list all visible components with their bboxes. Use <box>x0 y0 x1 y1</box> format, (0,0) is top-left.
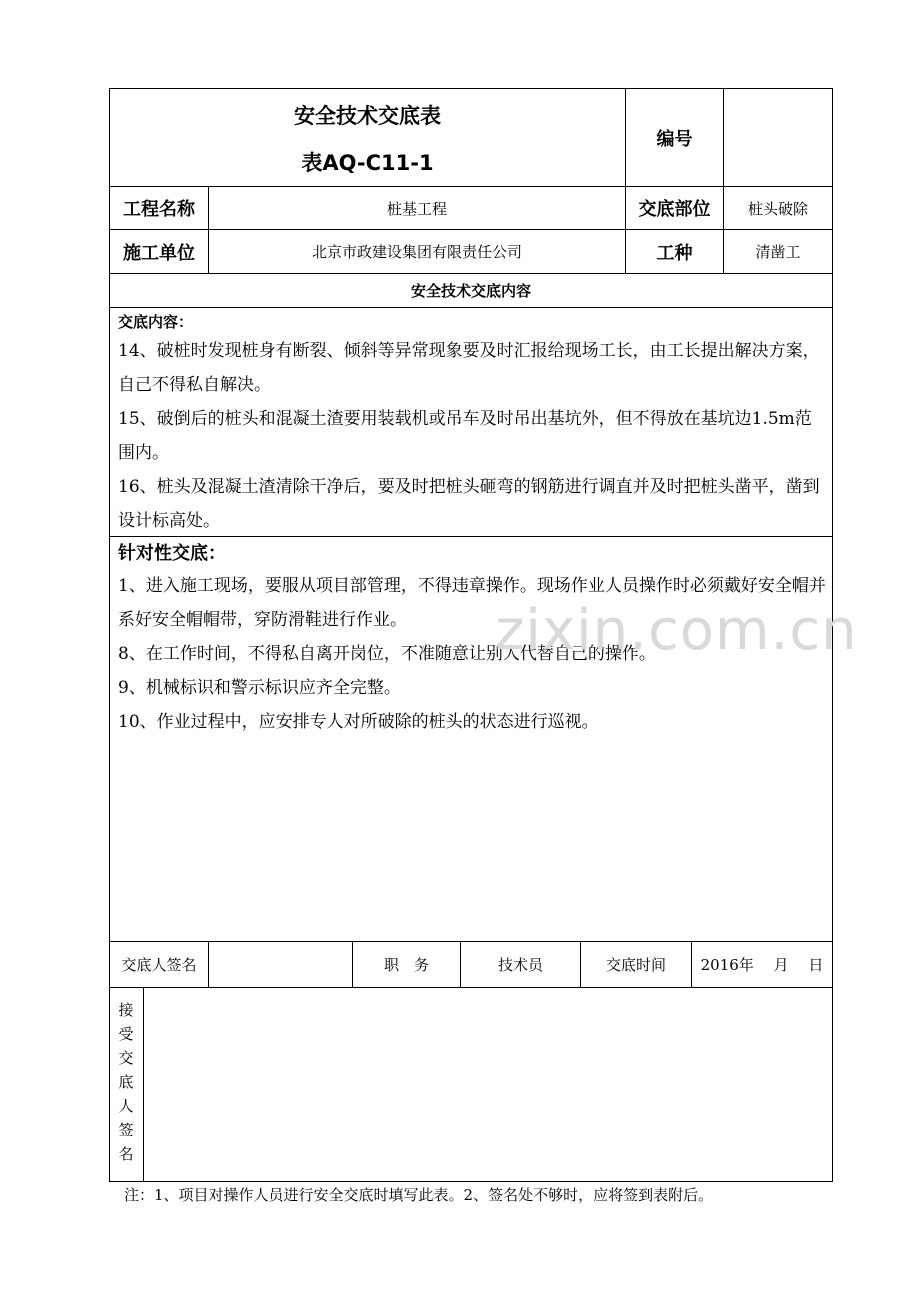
disclosure-part-label: 交底部位 <box>638 199 711 220</box>
targeted-paragraph: 9、机械标识和警示标识应齐全完整。 <box>118 678 401 698</box>
receiver-label-char: 签 <box>118 1121 134 1139</box>
signer-label: 交底人签名 <box>121 956 197 974</box>
table-border-bottom <box>109 1181 833 1182</box>
receiver-label <box>116 998 136 1166</box>
receiver-label-char: 人 <box>118 1097 134 1115</box>
content-paragraph: 15、破倒后的桩头和混凝土渣要用装载机或吊车及时吊出基坑外，但不得放在基坑边1.5m范围内。 <box>118 409 812 463</box>
trade-value[interactable]: 清凿工 <box>755 243 801 261</box>
content-label: 交底内容： <box>118 313 194 331</box>
number-label: 编号 <box>656 128 693 150</box>
receiver-signature-area[interactable] <box>144 988 832 1181</box>
disclosure-time-value[interactable]: 2016年 月 日 <box>700 956 824 974</box>
project-name-value[interactable]: 桩基工程 <box>386 199 447 218</box>
row-divider <box>109 307 833 308</box>
receiver-label-char: 底 <box>118 1073 134 1091</box>
construction-unit-value[interactable]: 北京市政建设集团有限责任公司 <box>311 243 522 261</box>
construction-unit-label: 施工单位 <box>123 242 195 264</box>
number-field[interactable] <box>724 89 832 186</box>
trade-label: 工种 <box>656 242 693 264</box>
receiver-label-char: 受 <box>118 1025 134 1043</box>
disclosure-time-label: 交底时间 <box>605 956 666 974</box>
targeted-label: 针对性交底： <box>118 543 226 564</box>
project-name-label: 工程名称 <box>123 199 195 220</box>
content-paragraphs <box>118 334 828 538</box>
receiver-label-char: 交 <box>118 1049 134 1067</box>
targeted-paragraph: 1、进入施工现场，要服从项目部管理，不得违章操作。现场作业人员操作时必须戴好安全帽并系好安全帽帽带，穿防滑鞋进行作业。 <box>118 576 826 630</box>
watermark: zixin.com.cn <box>495 598 858 663</box>
targeted-paragraph: 8、在工作时间，不得私自离开岗位，不准随意让别人代替自己的操作。 <box>118 644 656 664</box>
receiver-label-char: 名 <box>118 1145 134 1163</box>
form-code: 表AQ-C11-1 <box>301 151 434 175</box>
section-title: 安全技术交底内容 <box>410 282 531 300</box>
position-value[interactable]: 技术员 <box>497 956 543 974</box>
disclosure-part-value[interactable]: 桩头破除 <box>747 199 808 218</box>
content-paragraph: 16、桩头及混凝土渣清除干净后，要及时把桩头砸弯的钢筋进行调直并及时把桩头凿平，凿到设计标高处。 <box>118 477 820 531</box>
signer-field[interactable] <box>209 942 352 987</box>
content-paragraph: 14、破桩时发现桩身有断裂、倾斜等异常现象要及时汇报给现场工长，由工长提出解决方案，自己不得私自解决。 <box>118 341 820 395</box>
receiver-label-char: 接 <box>118 1001 134 1019</box>
form-title: 安全技术交底表 <box>294 104 441 128</box>
content-section <box>118 310 828 536</box>
position-label: 职 务 <box>383 956 429 974</box>
targeted-paragraph: 10、作业过程中，应安排专人对所破除的桩头的状态进行巡视。 <box>118 712 599 732</box>
footer-note: 注：1、项目对操作人员进行安全交底时填写此表。2、签名处不够时，应将签到表附后。 <box>124 1186 714 1204</box>
